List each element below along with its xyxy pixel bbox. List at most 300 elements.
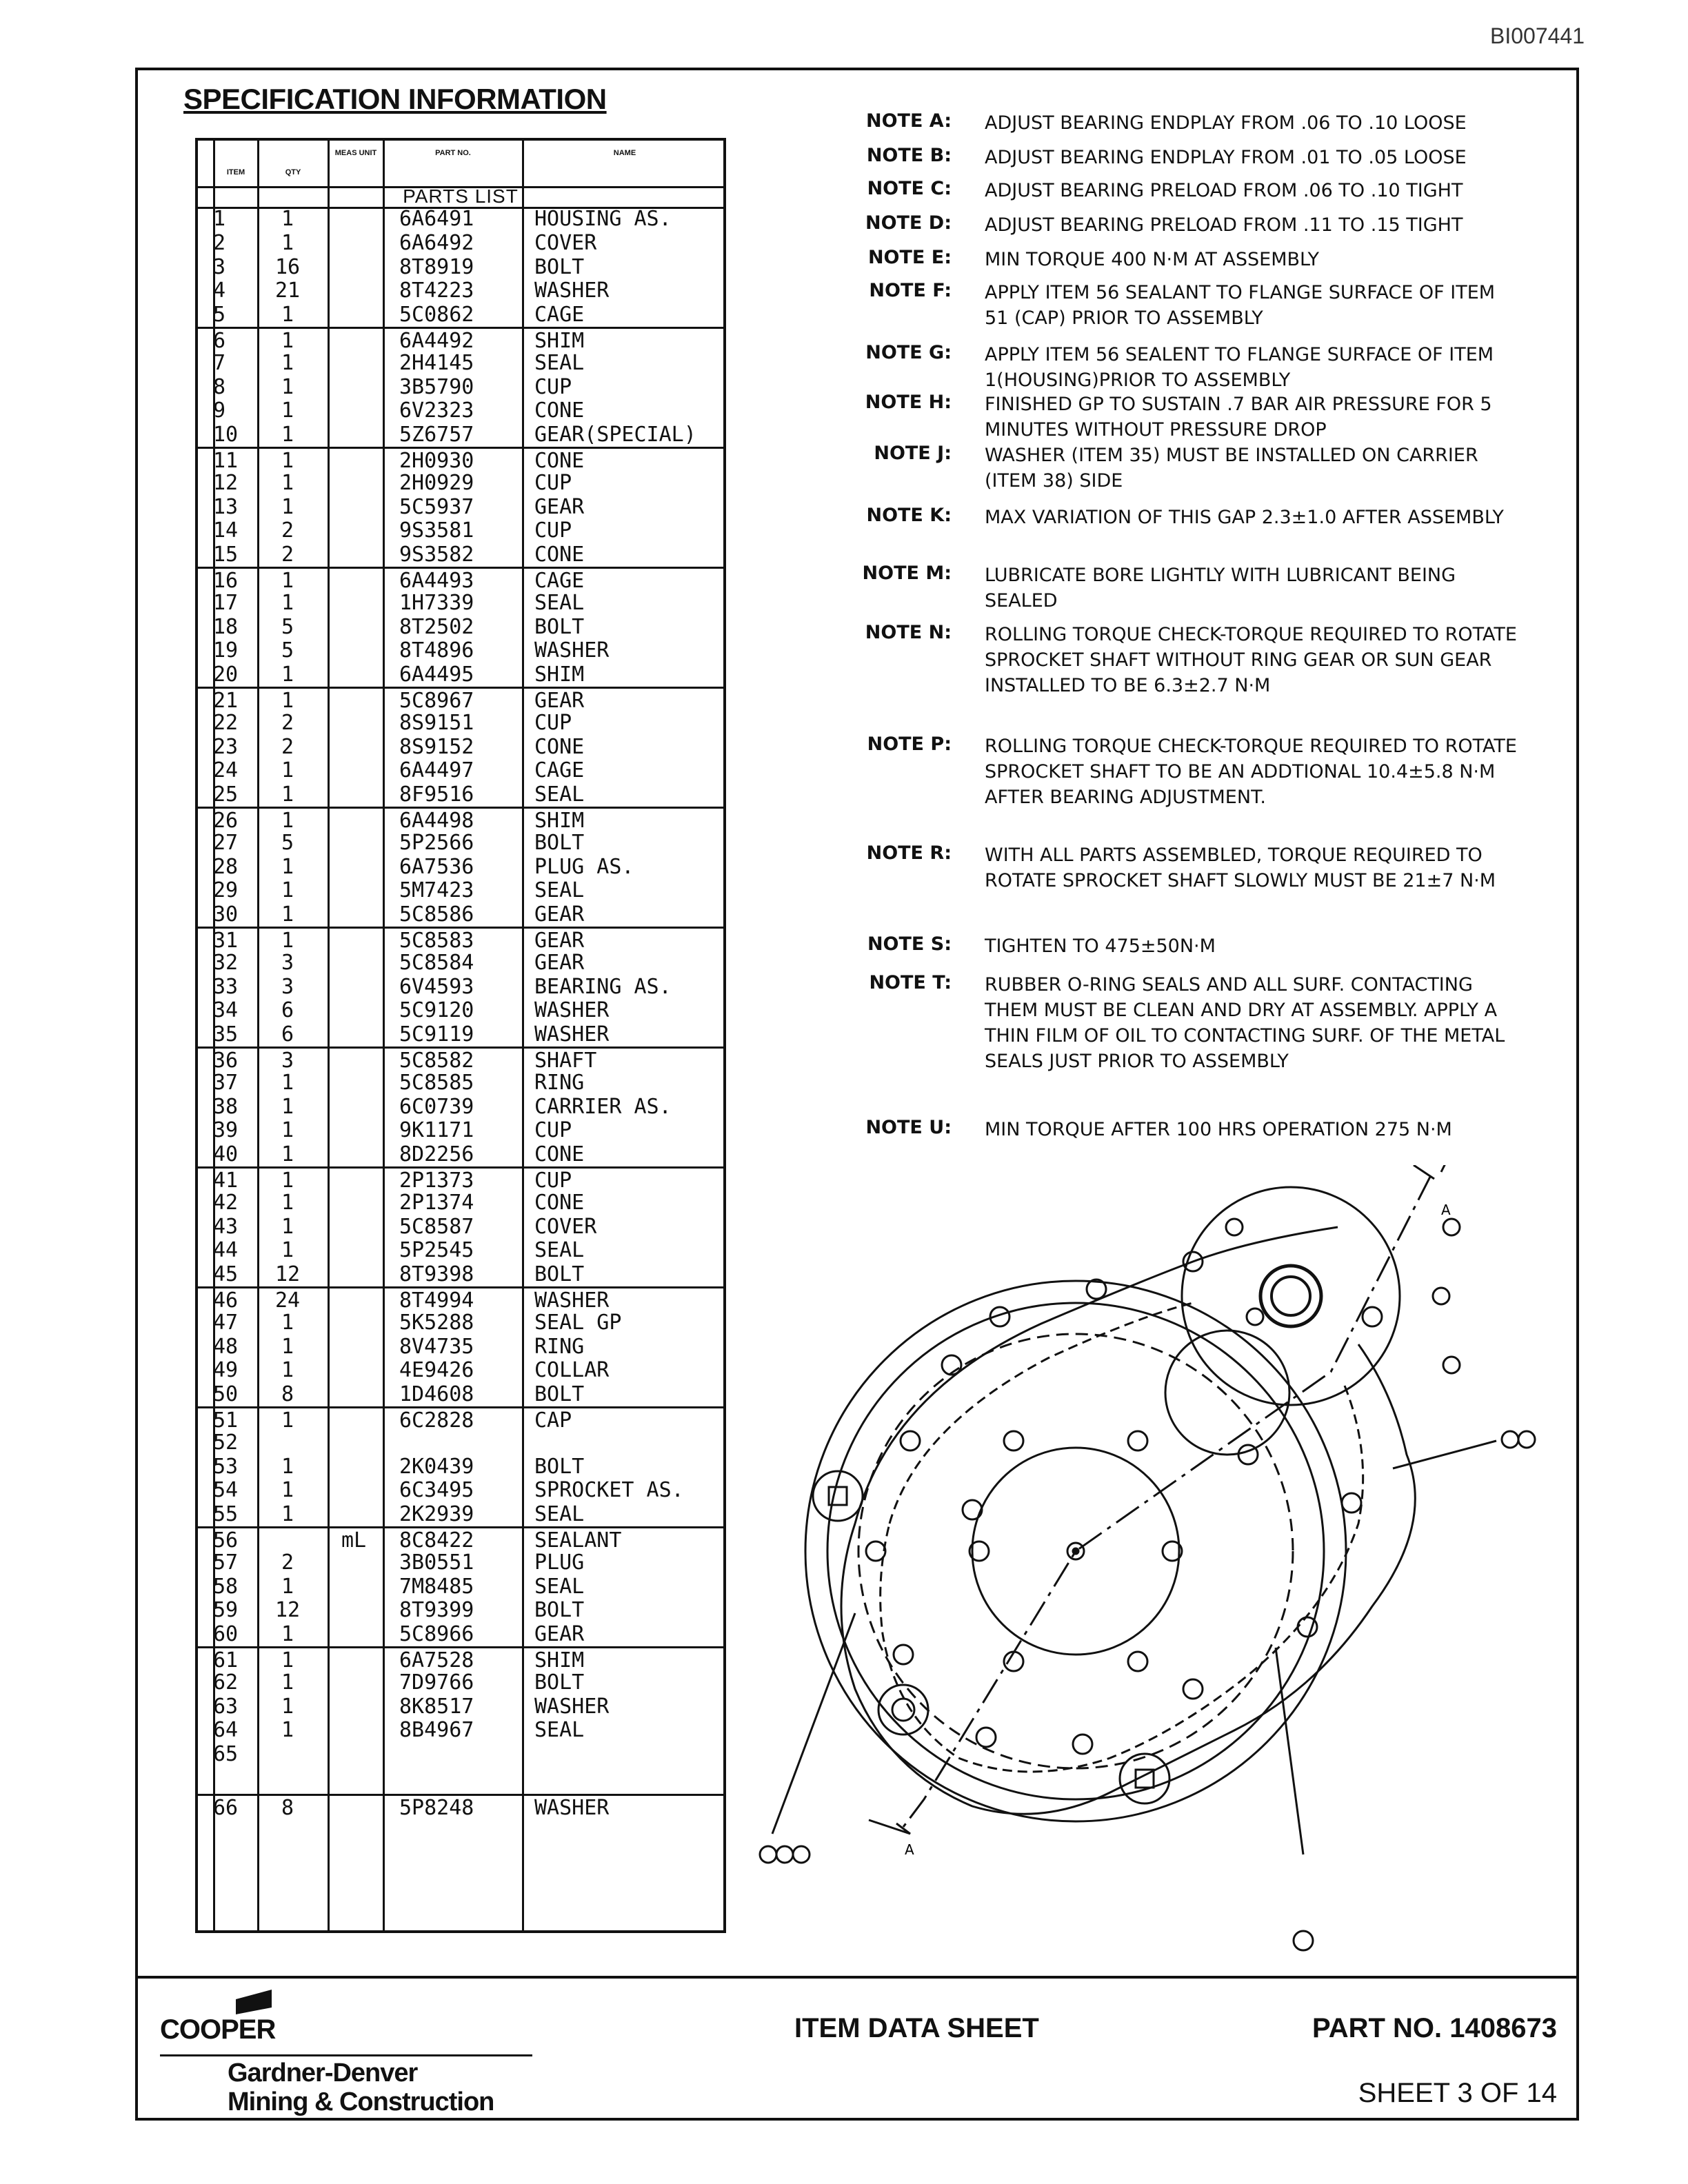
note-label: NOTE M:: [862, 563, 952, 584]
cell-item: 53: [213, 1454, 239, 1479]
cell-name: PLUG AS.: [534, 854, 634, 879]
note-text: ROLLING TORQUE CHECK-TORQUE REQUIRED TO ROTATE SPROCKET SHAFT TO BE AN ADDTIONAL 10.4±5.8 N·M AFTER BEARING ADJUSTMENT.: [985, 736, 1517, 808]
cell-item: 22: [213, 710, 239, 735]
cell-name: GEAR: [534, 902, 585, 927]
cell-qty: 1: [281, 207, 294, 231]
cell-part: 2P1374: [399, 1190, 474, 1215]
note-label: NOTE P:: [867, 734, 952, 755]
table-row: [198, 1718, 723, 1743]
cell-part: 5K5288: [399, 1310, 474, 1335]
cell-item: 64: [213, 1718, 239, 1743]
part-number: PART NO. 1408673: [1312, 2013, 1557, 2043]
cell-name: CONE: [534, 1142, 585, 1167]
cell-name: CUP: [534, 518, 572, 543]
cell-part: 5C0862: [399, 303, 474, 327]
table-row: [198, 1526, 723, 1553]
division-name: Gardner-Denver: [228, 2059, 418, 2087]
table-row: [198, 567, 723, 594]
note-label: NOTE N:: [865, 622, 952, 643]
cell-name: CONE: [534, 398, 585, 423]
cell-qty: 1: [281, 303, 294, 327]
parts-list-caption: PARTS LIST: [198, 186, 723, 209]
cell-part: 5C8582: [399, 1049, 474, 1073]
cell-qty: 1: [281, 1408, 294, 1433]
cell-name: SHAFT: [534, 1049, 597, 1073]
cell-name: CUP: [534, 710, 572, 735]
header-name: NAME: [613, 149, 636, 157]
cell-item: 33: [213, 974, 239, 999]
cell-part: 8S9152: [399, 734, 474, 759]
note-label: NOTE A:: [865, 110, 952, 132]
table-row: [198, 447, 723, 474]
cell-item: 39: [213, 1118, 239, 1143]
section-label-bottom: A: [905, 1841, 914, 1858]
cell-name: WASHER: [534, 1694, 610, 1719]
cell-part: 5C8966: [399, 1622, 474, 1647]
table-row: [198, 518, 723, 543]
cell-part: 7M8485: [399, 1574, 474, 1599]
cell-item: 50: [213, 1382, 239, 1407]
table-row: [198, 1670, 723, 1695]
cell-item: 20: [213, 663, 239, 687]
cell-item: 5: [213, 303, 226, 327]
table-row: [198, 543, 723, 567]
table-row: [198, 1046, 723, 1073]
cell-name: SEAL: [534, 1502, 585, 1527]
cell-part: 5C8586: [399, 902, 474, 927]
cell-name: SEAL: [534, 1574, 585, 1599]
header-unit: MEAS UNIT: [334, 149, 377, 157]
cell-unit: mL: [341, 1528, 367, 1553]
table-row: [198, 231, 723, 256]
note-text: ADJUST BEARING PRELOAD FROM .11 TO .15 TIGHT: [985, 214, 1463, 236]
parts-list-table: [195, 138, 726, 1933]
cell-item: 32: [213, 950, 239, 975]
cell-name: WASHER: [534, 998, 610, 1023]
cell-name: BOLT: [534, 1598, 585, 1623]
cell-item: 35: [213, 1022, 239, 1047]
cell-qty: 2: [281, 1550, 294, 1575]
cell-qty: 12: [274, 1598, 301, 1623]
note-label: NOTE S:: [867, 933, 952, 955]
table-row: [198, 303, 723, 327]
cell-part: 2H0929: [399, 470, 474, 495]
cell-part: 1H7339: [399, 590, 474, 615]
cell-name: CONE: [534, 1190, 585, 1215]
cell-name: RING: [534, 1070, 585, 1095]
table-row: [198, 591, 723, 616]
cell-name: SHIM: [534, 663, 585, 687]
cell-item: 29: [213, 878, 239, 903]
table-row: [198, 327, 723, 354]
note-label: NOTE K:: [866, 505, 952, 526]
table-row: [198, 1622, 723, 1647]
cell-item: 56: [213, 1528, 239, 1553]
table-row: [198, 1742, 723, 1767]
cell-qty: 8: [281, 1382, 294, 1407]
header-item: ITEM: [226, 168, 245, 176]
cell-qty: 1: [281, 929, 294, 953]
brand-name: COOPER: [160, 2014, 276, 2045]
idler-gear: [1165, 1331, 1289, 1455]
table-row: [198, 1142, 723, 1167]
cell-qty: 1: [281, 1358, 294, 1383]
header-part-no: PART NO.: [435, 149, 471, 157]
logo-rule: [160, 2054, 532, 2056]
cell-part: 5C8967: [399, 689, 474, 713]
cell-qty: 12: [274, 1262, 301, 1287]
carrier-center-dot: [1073, 1548, 1078, 1554]
table-row: [198, 975, 723, 1000]
cell-name: GEAR: [534, 1622, 585, 1647]
cell-name: BOLT: [534, 1454, 585, 1479]
cell-part: 5P8248: [399, 1796, 474, 1820]
cell-qty: 1: [281, 1169, 294, 1193]
table-row: [198, 1478, 723, 1503]
cell-item: 37: [213, 1070, 239, 1095]
cell-name: BOLT: [534, 614, 585, 639]
cell-part: 6C2828: [399, 1408, 474, 1433]
cell-qty: 2: [281, 710, 294, 735]
cell-qty: 1: [281, 569, 294, 593]
table-row: [198, 758, 723, 783]
cell-name: BOLT: [534, 1670, 585, 1695]
table-row: [198, 471, 723, 496]
table-row: [198, 207, 723, 232]
cell-item: 55: [213, 1502, 239, 1527]
cell-item: 36: [213, 1049, 239, 1073]
cell-item: 19: [213, 638, 239, 663]
cell-part: 8T4896: [399, 638, 474, 663]
table-row: [198, 1118, 723, 1143]
cell-item: 57: [213, 1550, 239, 1575]
note-text: MIN TORQUE AFTER 100 HRS OPERATION 275 N·M: [985, 1119, 1452, 1140]
table-row: [198, 1550, 723, 1575]
document-type: ITEM DATA SHEET: [794, 2013, 1039, 2043]
table-row: [198, 855, 723, 880]
note-text: MAX VARIATION OF THIS GAP 2.3±1.0 AFTER ASSEMBLY: [985, 507, 1504, 528]
cell-item: 3: [213, 254, 226, 279]
cell-qty: 5: [281, 638, 294, 663]
table-row: [198, 687, 723, 714]
cell-name: PLUG: [534, 1550, 585, 1575]
table-row: [198, 1286, 723, 1313]
cell-part: 6C0739: [399, 1094, 474, 1119]
note-label: NOTE D:: [865, 212, 952, 234]
cell-qty: 1: [281, 1670, 294, 1695]
table-row: [198, 831, 723, 856]
cell-qty: 1: [281, 1574, 294, 1599]
cell-qty: 3: [281, 974, 294, 999]
table-row: [198, 1311, 723, 1335]
cell-name: COVER: [534, 1214, 597, 1239]
cell-part: 6A4495: [399, 663, 474, 687]
cell-name: BOLT: [534, 1382, 585, 1407]
cell-item: 34: [213, 998, 239, 1023]
page-title: SPECIFICATION INFORMATION: [183, 83, 607, 115]
cell-part: 5C8587: [399, 1214, 474, 1239]
cell-part: 4E9426: [399, 1358, 474, 1383]
header-qty: QTY: [285, 168, 301, 176]
cell-part: 8T9399: [399, 1598, 474, 1623]
cell-part: 6A6491: [399, 207, 474, 231]
table-row: [198, 1071, 723, 1095]
cell-part: 6A4493: [399, 569, 474, 593]
cell-name: SHIM: [534, 1648, 585, 1672]
cell-part: 1D4608: [399, 1382, 474, 1407]
table-row: [198, 782, 723, 807]
cell-qty: 1: [281, 1648, 294, 1672]
table-header: [198, 141, 723, 188]
cell-part: 8T9398: [399, 1262, 474, 1287]
cell-item: 47: [213, 1310, 239, 1335]
cell-name: SEAL: [534, 350, 585, 375]
cell-part: 6A7536: [399, 854, 474, 879]
cell-qty: 5: [281, 614, 294, 639]
table-row: [198, 638, 723, 663]
cell-qty: 5: [281, 830, 294, 855]
cell-item: 38: [213, 1094, 239, 1119]
cell-part: 2K0439: [399, 1454, 474, 1479]
cell-name: BOLT: [534, 254, 585, 279]
cell-item: 17: [213, 590, 239, 615]
table-row: [198, 1695, 723, 1719]
note-text: APPLY ITEM 56 SEALENT TO FLANGE SURFACE OF ITEM 1(HOUSING)PRIOR TO ASSEMBLY: [985, 344, 1494, 391]
cell-item: 40: [213, 1142, 239, 1167]
cell-qty: 1: [281, 494, 294, 519]
table-row: [198, 1022, 723, 1047]
cell-name: BOLT: [534, 830, 585, 855]
cell-item: 62: [213, 1670, 239, 1695]
cell-part: 5C8584: [399, 950, 474, 975]
table-row: [198, 1262, 723, 1287]
cell-name: CAGE: [534, 758, 585, 783]
note-text: ROLLING TORQUE CHECK-TORQUE REQUIRED TO ROTATE SPROCKET SHAFT WITHOUT RING GEAR OR SUN GEAR INSTALLED TO BE 6.3±2.7 N·M: [985, 624, 1517, 696]
document-id: BI007441: [1489, 23, 1585, 48]
sprocket-flange: [1182, 1187, 1400, 1405]
cell-qty: 1: [281, 902, 294, 927]
cell-qty: 1: [281, 1094, 294, 1119]
table-row: [198, 735, 723, 760]
cell-item: 9: [213, 398, 226, 423]
cell-name: CUP: [534, 1118, 572, 1143]
cell-item: 46: [213, 1288, 239, 1313]
cell-qty: 1: [281, 689, 294, 713]
cell-part: 8K8517: [399, 1694, 474, 1719]
table-row: [198, 495, 723, 520]
cell-item: 18: [213, 614, 239, 639]
cell-item: 1: [213, 207, 226, 231]
table-row: [198, 1166, 723, 1193]
cell-qty: 8: [281, 1796, 294, 1820]
cell-item: 21: [213, 689, 239, 713]
cell-part: 7D9766: [399, 1670, 474, 1695]
cell-name: CUP: [534, 1169, 572, 1193]
cell-part: 8T4223: [399, 279, 474, 303]
cell-part: 5C8583: [399, 929, 474, 953]
cell-item: 60: [213, 1622, 239, 1647]
cell-item: 31: [213, 929, 239, 953]
table-row: [198, 1794, 723, 1821]
table-row: [198, 1238, 723, 1263]
cell-part: 5Z6757: [399, 423, 474, 447]
note-text: TIGHTEN TO 475±50N·M: [985, 936, 1216, 957]
bolt-holes: [866, 1219, 1460, 1754]
cell-qty: 1: [281, 1238, 294, 1263]
cell-part: 2P1373: [399, 1169, 474, 1193]
cell-name: WASHER: [534, 1022, 610, 1047]
note-label: NOTE U:: [865, 1117, 952, 1138]
cell-name: CONE: [534, 543, 585, 567]
table-row: [198, 1430, 723, 1455]
housing-profile: [841, 1227, 1415, 1814]
cell-item: 51: [213, 1408, 239, 1433]
cell-item: 13: [213, 494, 239, 519]
cell-part: 5M7423: [399, 878, 474, 903]
cell-part: 8C8422: [399, 1528, 474, 1553]
cell-qty: 1: [281, 398, 294, 423]
table-row: [198, 998, 723, 1023]
table-row: [198, 927, 723, 953]
sheet-number: SHEET 3 OF 14: [1358, 2078, 1557, 2108]
cell-name: CARRIER AS.: [534, 1094, 672, 1119]
cell-item: 12: [213, 470, 239, 495]
cell-qty: 24: [274, 1288, 301, 1313]
cell-name: CAP: [534, 1408, 572, 1433]
cell-item: 45: [213, 1262, 239, 1287]
table-row: [198, 807, 723, 833]
table-row: [198, 351, 723, 376]
cell-part: 6A4497: [399, 758, 474, 783]
cell-qty: 1: [281, 449, 294, 473]
cell-name: CONE: [534, 449, 585, 473]
table-row: [198, 1215, 723, 1240]
table-row: [198, 1598, 723, 1623]
cell-name: SEAL: [534, 590, 585, 615]
table-row: [198, 1502, 723, 1527]
table-row: [198, 1358, 723, 1383]
cell-item: 6: [213, 329, 226, 353]
cell-qty: 2: [281, 518, 294, 543]
cell-qty: 1: [281, 663, 294, 687]
section-label-top: A: [1441, 1202, 1451, 1218]
cell-qty: 1: [281, 1622, 294, 1647]
sprocket-hub: [1260, 1266, 1321, 1326]
cell-name: SEAL: [534, 1238, 585, 1263]
cell-part: 8T4994: [399, 1288, 474, 1313]
cell-item: 24: [213, 758, 239, 783]
note-text: RUBBER O-RING SEALS AND ALL SURF. CONTACTING THEM MUST BE CLEAN AND DRY AT ASSEMBLY. APPLY A THIN FILM OF OIL TO CONTACTING SURF. OF THE METAL SEALS JUST PRIOR TO ASSEMBLY: [985, 974, 1505, 1072]
cell-item: 25: [213, 782, 239, 807]
cell-name: SHIM: [534, 809, 585, 833]
cell-item: 65: [213, 1742, 239, 1767]
cell-qty: 1: [281, 782, 294, 807]
cell-part: 6A6492: [399, 230, 474, 255]
cell-name: SEAL: [534, 782, 585, 807]
cell-part: 5C9120: [399, 998, 474, 1023]
cell-name: CONE: [534, 734, 585, 759]
cell-part: 6A7528: [399, 1648, 474, 1672]
note-text: APPLY ITEM 56 SEALANT TO FLANGE SURFACE OF ITEM 51 (CAP) PRIOR TO ASSEMBLY: [985, 282, 1496, 329]
company-logo: [156, 1983, 542, 2114]
table-row: [198, 1191, 723, 1215]
cell-item: 27: [213, 830, 239, 855]
cell-part: 5P2545: [399, 1238, 474, 1263]
cell-item: 59: [213, 1598, 239, 1623]
table-row: [198, 1575, 723, 1599]
table-row: [198, 711, 723, 736]
note-text: ADJUST BEARING ENDPLAY FROM .01 TO .05 LOOSE: [985, 147, 1467, 168]
cell-name: BEARING AS.: [534, 974, 672, 999]
cell-name: GEAR: [534, 929, 585, 953]
cell-item: 43: [213, 1214, 239, 1239]
cell-name: CUP: [534, 470, 572, 495]
cell-qty: 1: [281, 470, 294, 495]
note-label: NOTE F:: [869, 280, 952, 301]
cell-name: SEAL GP: [534, 1310, 622, 1335]
cell-item: 4: [213, 279, 226, 303]
cell-qty: 1: [281, 1070, 294, 1095]
note-label: NOTE B:: [866, 145, 952, 166]
cell-name: SEAL: [534, 1718, 585, 1743]
cell-name: WASHER: [534, 1288, 610, 1313]
cell-qty: 1: [281, 1718, 294, 1743]
table-row: [198, 902, 723, 927]
cell-qty: 6: [281, 1022, 294, 1047]
cell-name: CAGE: [534, 303, 585, 327]
note-text: LUBRICATE BORE LIGHTLY WITH LUBRICANT BEING SEALED: [985, 565, 1456, 611]
note-text: ADJUST BEARING PRELOAD FROM .06 TO .10 TIGHT: [985, 180, 1463, 201]
section-arrow-top: [1441, 1165, 1448, 1172]
cell-part: 6A4492: [399, 329, 474, 353]
cell-part: 9S3582: [399, 543, 474, 567]
cell-name: SHIM: [534, 329, 585, 353]
cell-part: 8S9151: [399, 710, 474, 735]
cell-part: 8T8919: [399, 254, 474, 279]
cell-qty: 1: [281, 1310, 294, 1335]
cell-qty: 1: [281, 1190, 294, 1215]
note-text: WASHER (ITEM 35) MUST BE INSTALLED ON CARRIER (ITEM 38) SIDE: [985, 445, 1478, 492]
cell-name: WASHER: [534, 638, 610, 663]
table-row: [198, 1455, 723, 1479]
note-label: NOTE T:: [869, 972, 952, 993]
cell-qty: 1: [281, 423, 294, 447]
cell-name: HOUSING AS.: [534, 207, 672, 231]
cell-part: 6C3495: [399, 1478, 474, 1503]
cell-part: 2K2939: [399, 1502, 474, 1527]
cell-item: 63: [213, 1694, 239, 1719]
note-label: NOTE E:: [867, 247, 952, 268]
gearbox-section-drawing: [752, 1165, 1579, 1958]
table-row: [198, 1335, 723, 1359]
logo-mark-icon: [233, 1987, 274, 2014]
cell-item: 8: [213, 374, 226, 399]
note-label: NOTE R:: [866, 842, 952, 864]
leader-line: [1393, 1441, 1496, 1468]
leader-line: [772, 1613, 855, 1834]
plug-bottom: [1120, 1754, 1169, 1803]
cell-part: 8F9516: [399, 782, 474, 807]
cell-part: 6A4498: [399, 809, 474, 833]
cell-item: 2: [213, 230, 226, 255]
cell-item: 58: [213, 1574, 239, 1599]
cell-name: CUP: [534, 374, 572, 399]
note-label: NOTE C:: [867, 178, 952, 199]
cell-name: WASHER: [534, 1796, 610, 1820]
cell-item: 28: [213, 854, 239, 879]
cell-name: SPROCKET AS.: [534, 1478, 684, 1503]
note-text: WITH ALL PARTS ASSEMBLED, TORQUE REQUIRED TO ROTATE SPROCKET SHAFT SLOWLY MUST BE 21±7 N·M: [985, 845, 1496, 891]
